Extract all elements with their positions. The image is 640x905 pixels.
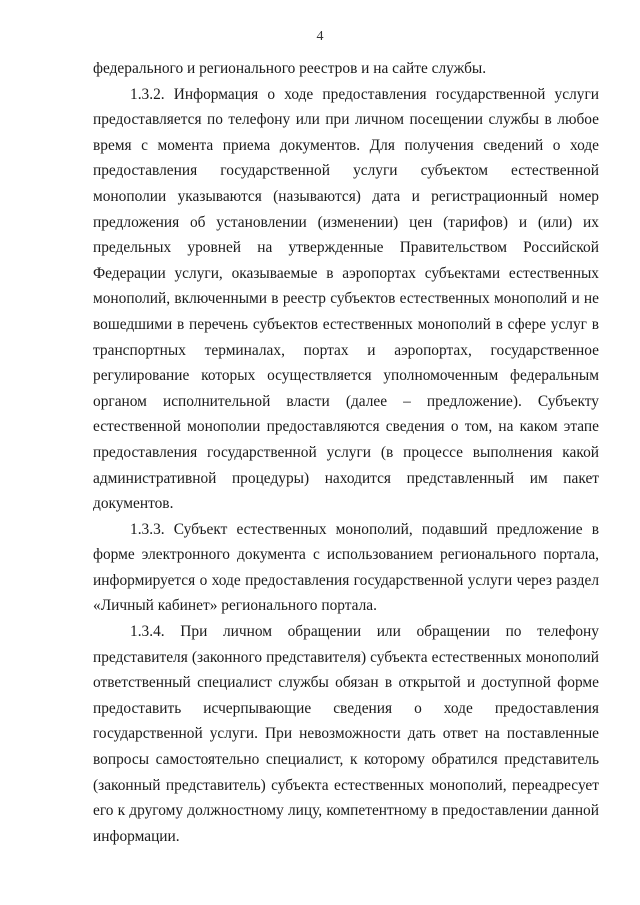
paragraph-1-3-4: 1.3.4. При личном обращении или обращении по телефону представителя (законного представителя) субъекта естественных монополий ответственный специалист службы обязан в открытой и доступной форме предоставить исчерпывающие сведения о ходе предоставления государственной услуги. При невозможности дать ответ на поставленные вопросы самостоятельно специалист, к которому обратился представитель (законный представитель) субъекта естественных монополий, переадресует его к другому должностному лицу, компетентному в предоставлении данной информации. bbox=[93, 623, 599, 845]
document-body bbox=[93, 56, 599, 849]
paragraph-continuation: федерального и регионального реестров и на сайте службы. bbox=[93, 60, 487, 77]
paragraph-1-3-2: 1.3.2. Информация о ходе предоставления государственной услуги предоставляется по телефону или при личном посещении службы в любое время с момента приема документов. Для получения сведений о ходе предоставления государственной услуги субъектом естественной монополии указываются (называются) дата и регистрационный номер предложения об установлении (изменении) цен (тарифов) и (или) их предельных уровней на утвержденные Правительством Российской Федерации услуги, оказываемые в аэропортах субъектами естественных монополий, включенными в реестр субъектов естественных монополий и не вошедшими в перечень субъектов естественных монополий в сфере услуг в транспортных терминалах, портах и аэропортах, государственное регулирование которых осуществляется уполномоченным федеральным органом исполнительной власти (далее – предложение). Субъекту естественной монополии предоставляются сведения о том, на каком этапе предоставления государственной услуги (в процессе выполнения какой административной процедуры) находится представленный им пакет документов. bbox=[93, 85, 599, 513]
page-number: 4 bbox=[316, 29, 324, 44]
paragraph-1-3-3: 1.3.3. Субъект естественных монополий, подавший предложение в форме электронного документа с использованием регионального портала, информируется о ходе предоставления государственной услуги через раздел «Личный кабинет» регионального портала. bbox=[93, 520, 599, 615]
